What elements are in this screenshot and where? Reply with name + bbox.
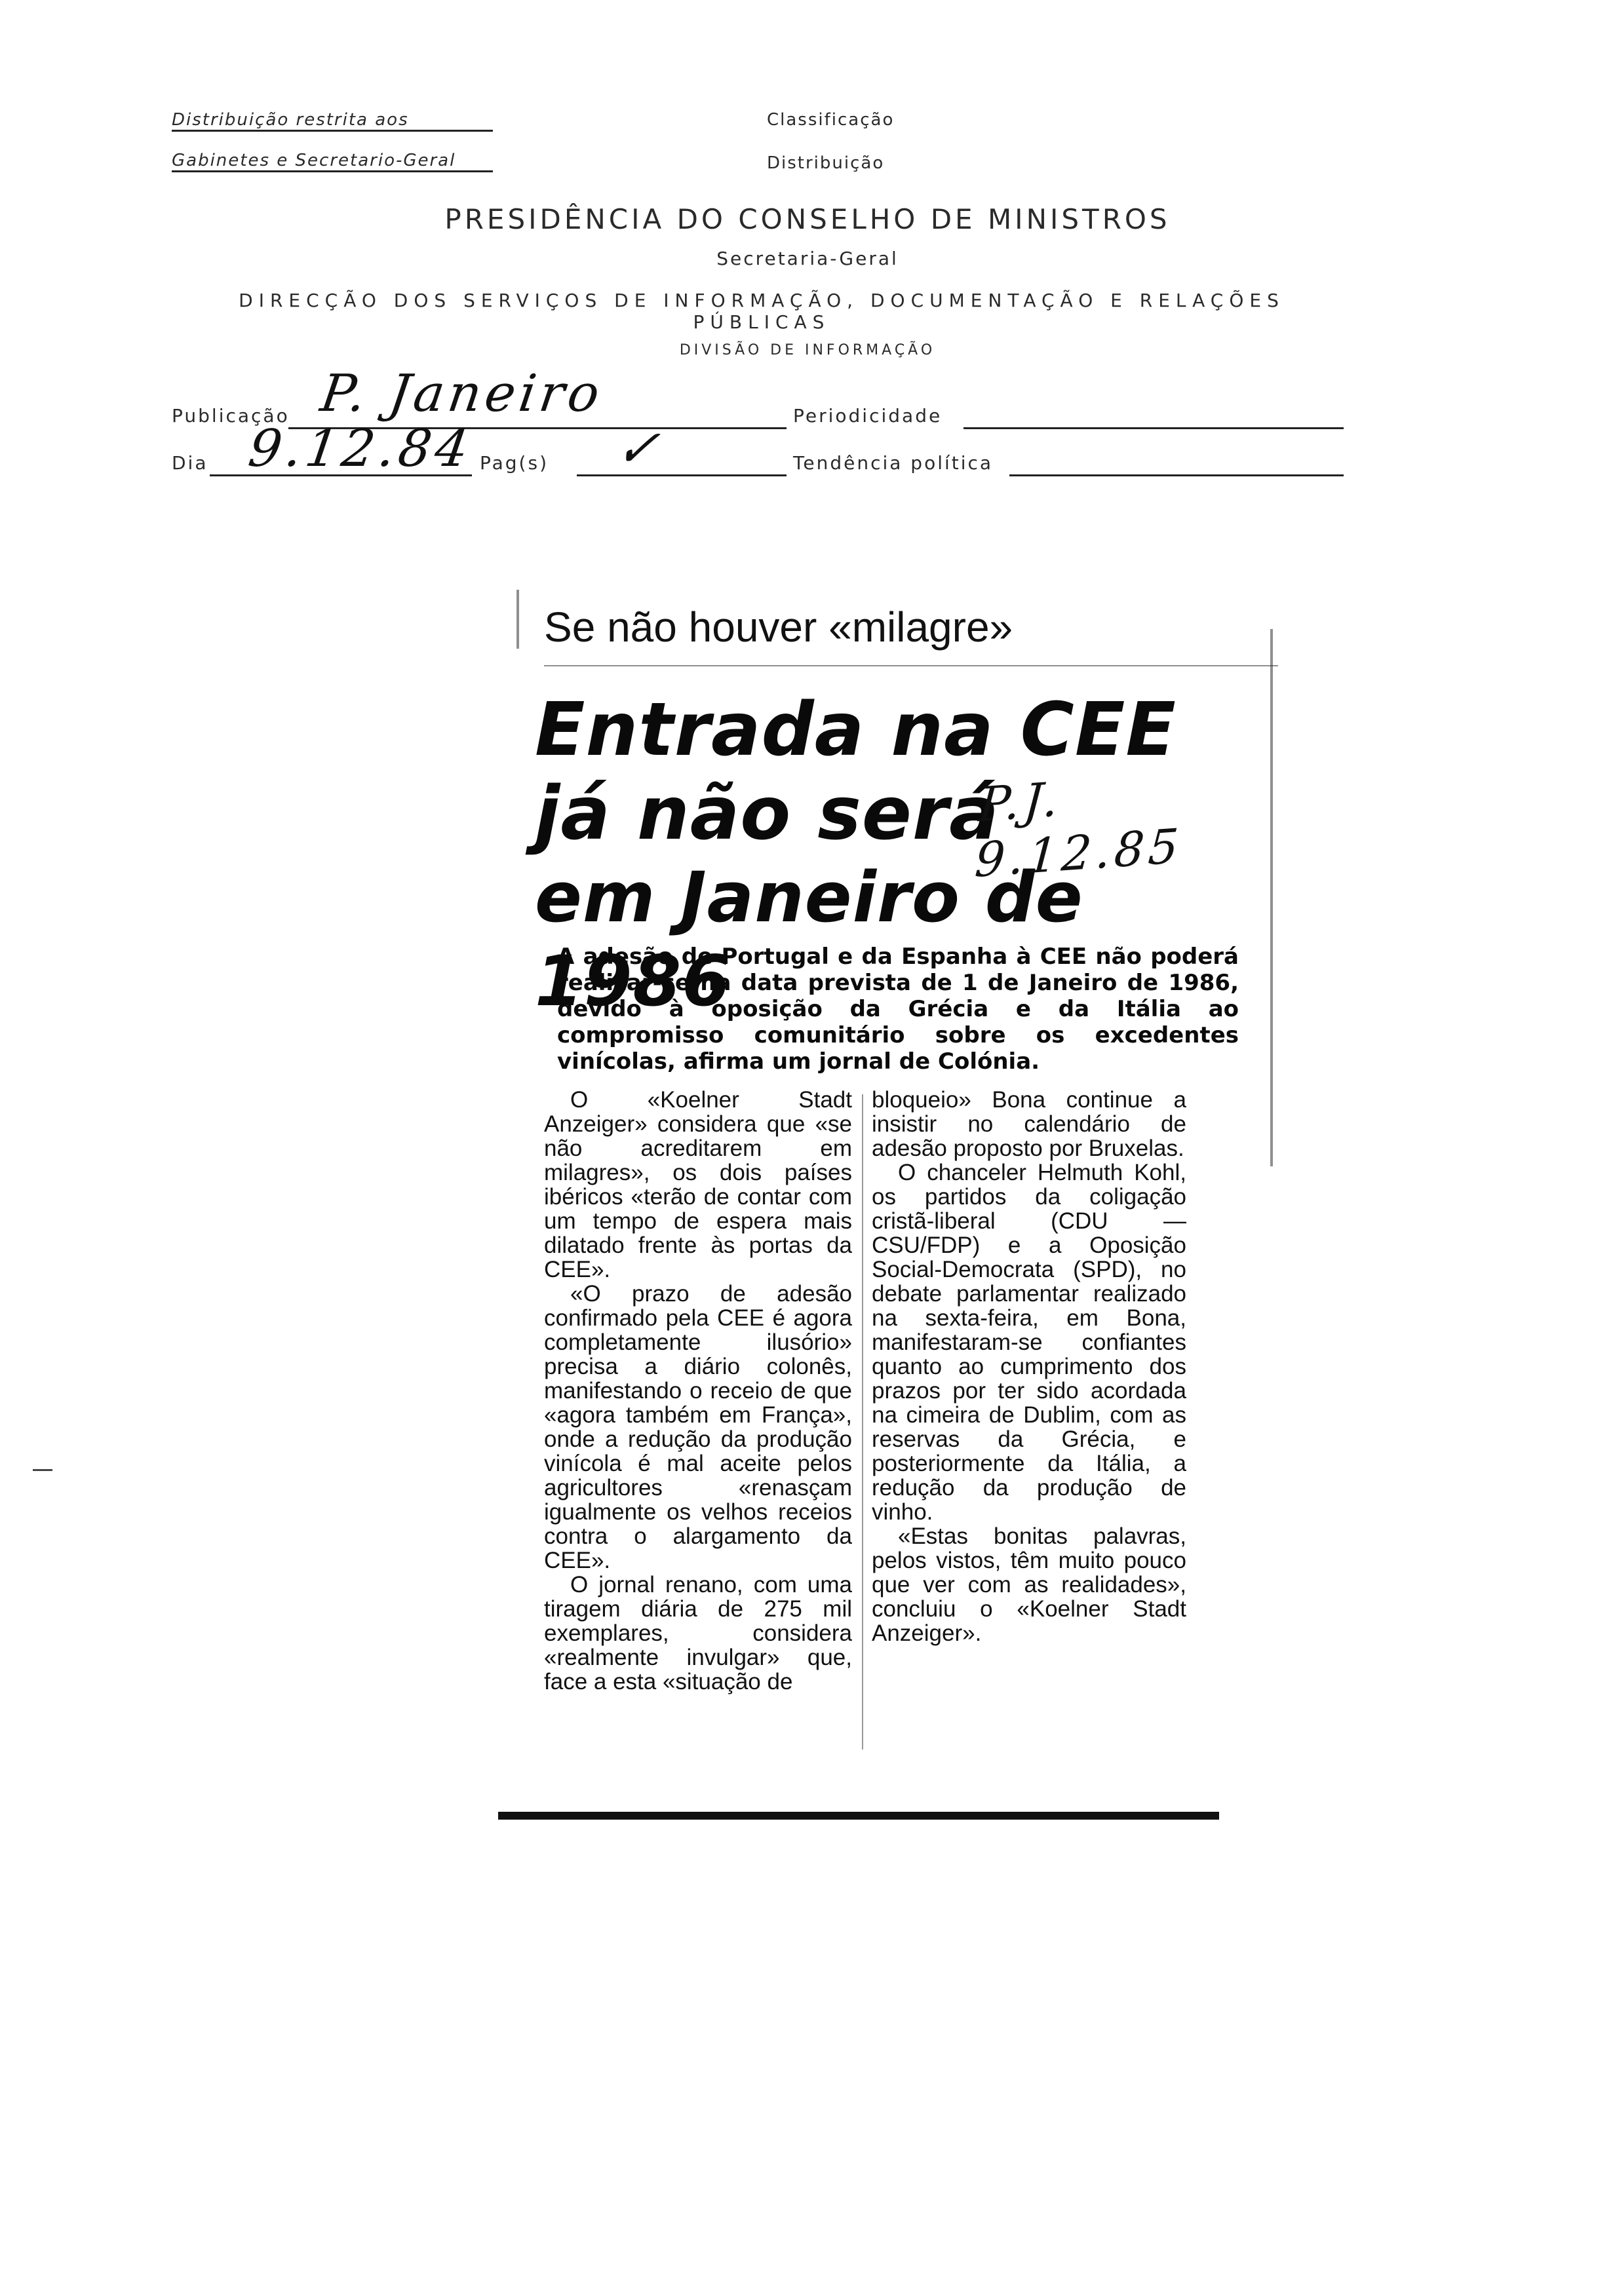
distribution-line-2: Gabinetes e Secretario-Geral <box>172 151 493 172</box>
article-lead: A adesão de Portugal e da Espanha à CEE não poderá realizar-se na data prevista de 1 de Janeiro de 1986, devido à oposição da Grécia e da Itália ao compromisso comunitário sobre os excedentes vinícolas, afirma um jornal de Colónia. <box>557 944 1239 1075</box>
day-handwritten: 9.12.84 <box>244 419 477 478</box>
political-label: Tendência política <box>793 452 994 474</box>
clipping-bottom-rule <box>498 1812 1219 1820</box>
periodicity-label: Periodicidade <box>793 405 943 427</box>
col1-paragraph: «O prazo de adesão confirmado pela CEE é agora completamente ilusório» precisa a diário colonês, manifestando o receio de que «agora também em França», onde a redução da produção vinícola é mal aceite pelos agricultores «renasçam igualmente os velhos receios contra o alargamento da CEE». <box>544 1281 852 1573</box>
col2-paragraph: bloqueio» Bona continue a insistir no calendário de adesão proposto por Bruxelas. <box>872 1087 1186 1161</box>
distribution-line-1: Distribuição restrita aos <box>172 110 493 132</box>
political-line <box>1009 474 1344 476</box>
distribution-right-label: Distribuição <box>767 153 885 173</box>
page-label: Pag(s) <box>480 452 549 474</box>
division: DIVISÃO DE INFORMAÇÃO <box>679 342 936 358</box>
col1-paragraph: O «Koelner Stadt Anzeiger» considera que «se não acreditarem em milagres», os dois países ibéricos «terão de contar com um tempo de espera mais dilatado frente às portas da CEE». <box>544 1087 852 1282</box>
margin-mark <box>33 1469 52 1471</box>
headline-line-3: em Janeiro de 1986 <box>535 857 1083 1022</box>
publication-handwritten: P. Janeiro <box>317 364 607 423</box>
article-column-2 <box>872 1088 1186 1645</box>
col2-paragraph: «Estas bonitas palavras, pelos vistos, têm muito pouco que ver com as realidades», concluiu o «Koelner Stadt Anzeiger». <box>872 1523 1186 1646</box>
publication-label: Publicação <box>172 405 290 427</box>
scan-top-rule <box>544 665 1278 666</box>
directorate: DIRECÇÃO DOS SERVIÇOS DE INFORMAÇÃO, DOCUMENTAÇÃO E RELAÇÕES PÚBLICAS <box>239 290 1285 333</box>
col1-paragraph: O jornal renano, com uma tiragem diária de 275 mil exemplares, considera «realmente invulgar» que, face a esta «situação de <box>544 1572 852 1694</box>
handwritten-note: P.J. 9.12.85 <box>973 771 1184 889</box>
headline-line-1: Entrada na CEE <box>535 687 1177 773</box>
org-title: PRESIDÊNCIA DO CONSELHO DE MINISTROS <box>444 203 1171 235</box>
page-checkmark: ✓ <box>612 419 667 478</box>
page-line <box>577 474 787 476</box>
column-divider <box>862 1094 863 1750</box>
col2-paragraph: O chanceler Helmuth Kohl, os partidos da coligação cristã-liberal (CDU — CSU/FDP) e a Oposição Social-Democrata (SPD), no debate parlamentar realizado na sexta-feira, em Bona, manifestaram-se confiantes quanto ao cumprimento dos prazos por ter sido acordada na cimeira de Dublim, com as reservas da Grécia, e posteriormente da Itália, a redução da produção de vinho. <box>872 1160 1186 1525</box>
periodicity-line <box>963 427 1344 429</box>
secretariat: Secretaria-Geral <box>716 248 899 269</box>
newspaper-clipping <box>518 590 1285 1835</box>
day-label: Dia <box>172 452 208 474</box>
article-kicker: Se não houver «milagre» <box>544 603 1013 651</box>
classification-label: Classificação <box>767 110 895 130</box>
headline-line-2: já não será <box>535 771 1000 856</box>
scan-edge-mark <box>516 590 519 649</box>
scan-edge-mark <box>1270 629 1273 1166</box>
article-column-1 <box>544 1088 852 1694</box>
